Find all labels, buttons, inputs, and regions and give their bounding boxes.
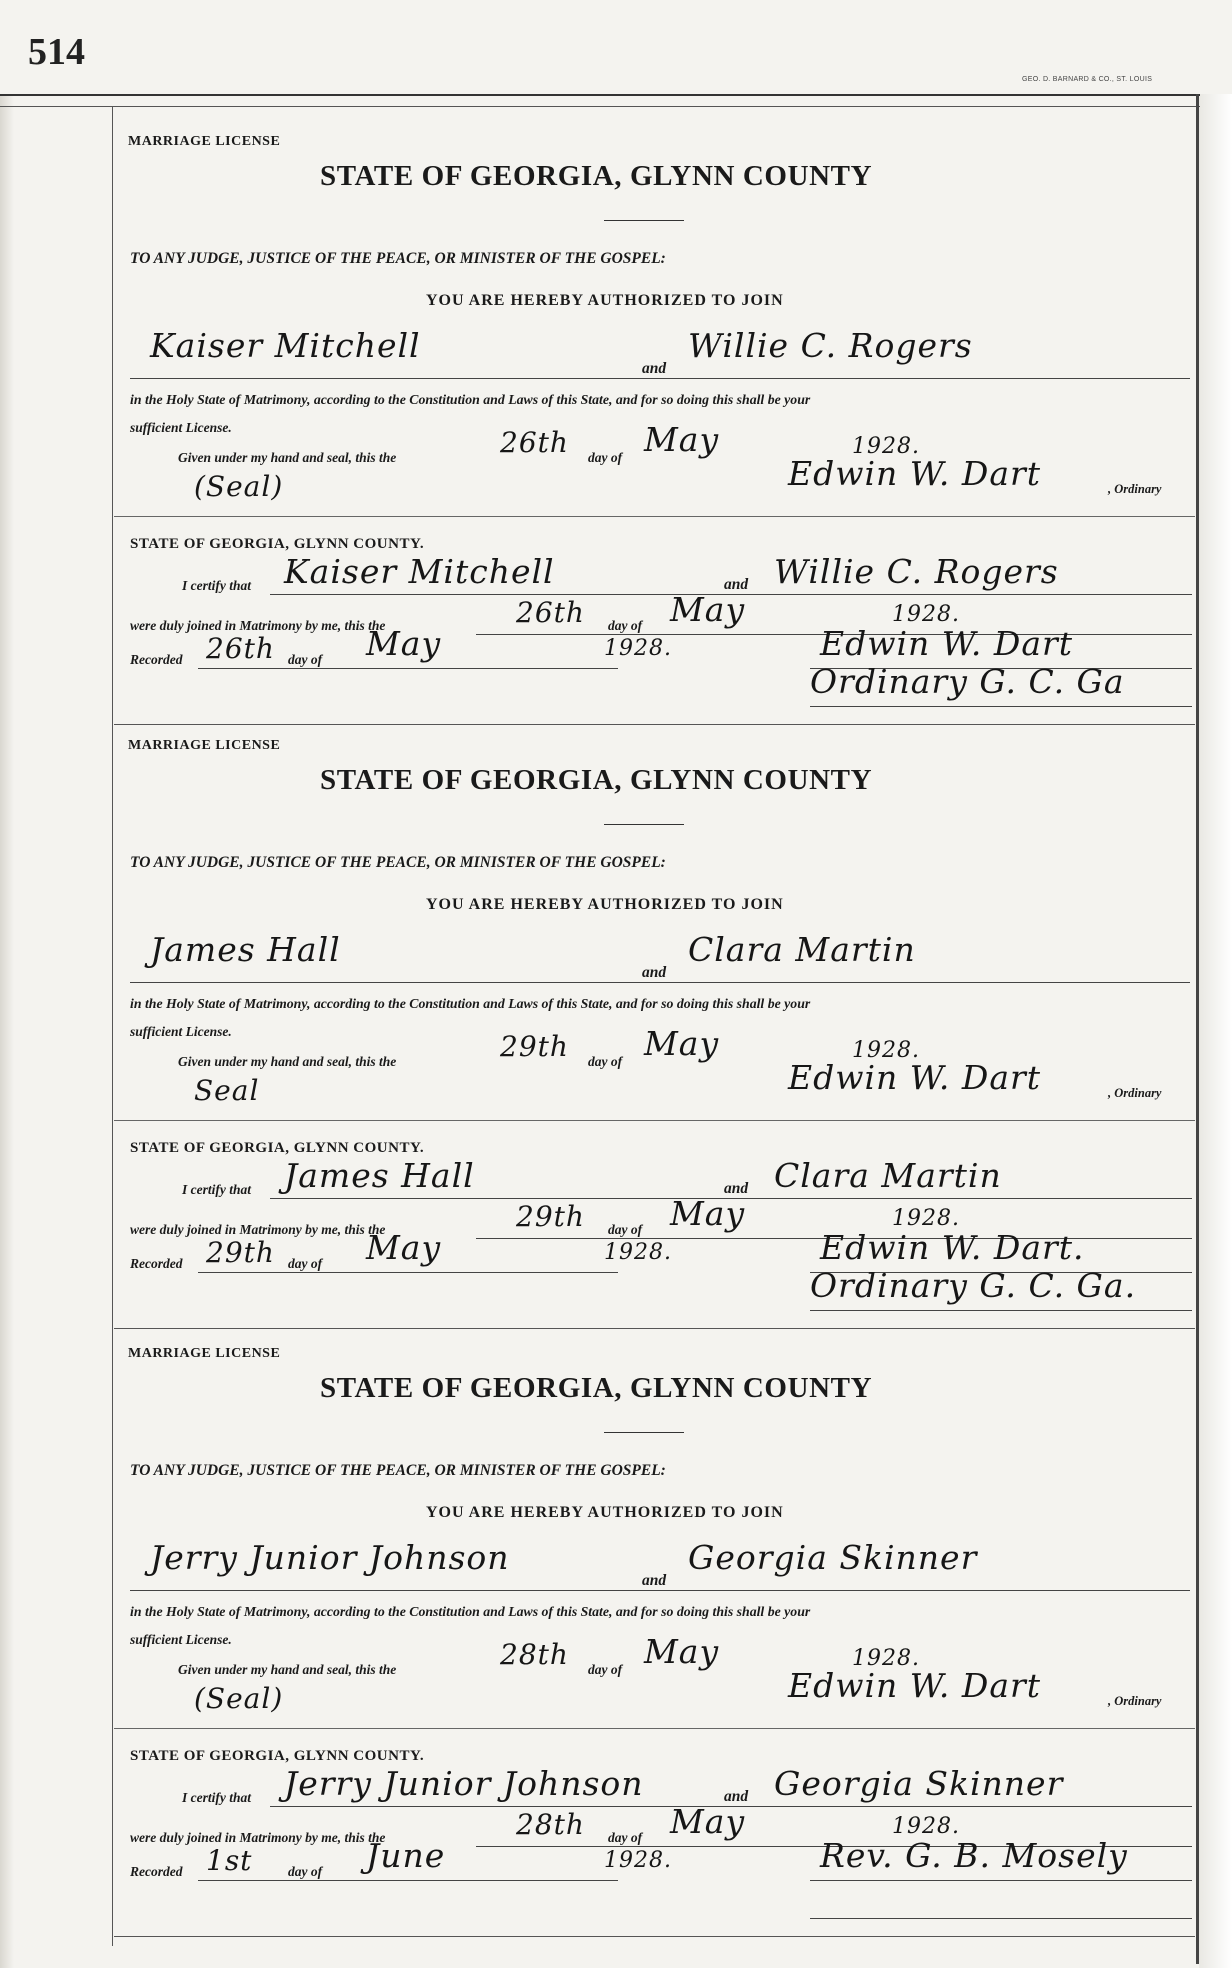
matrimony-text: in the Holy State of Matrimony, according to the Constitution and Laws of this State, and for so doing this shall be your [130, 392, 811, 407]
day-of-label: day of [588, 1054, 623, 1069]
recorded-month: May [366, 1228, 442, 1267]
recorded-line [198, 1272, 618, 1273]
seal-mark: Seal [194, 1074, 260, 1107]
given-month: May [644, 1024, 720, 1063]
entry-separator [114, 724, 1195, 725]
certificate-header: STATE OF GEORGIA, GLYNN COUNTY. [130, 1748, 425, 1764]
joined-year: 1928. [892, 1206, 960, 1231]
given-text: Given under my hand and seal, this the [178, 450, 397, 465]
ordinary-label: , Ordinary [1108, 1086, 1162, 1100]
joined-day-of: day of [608, 618, 643, 633]
recorded-label: Recorded [130, 1256, 183, 1271]
joined-text: were duly joined in Matrimony by me, this the [130, 1222, 386, 1237]
sufficient-license: sufficient License. [130, 420, 232, 435]
seal-mark: (Seal) [194, 1682, 284, 1715]
certificate-header: STATE OF GEORGIA, GLYNN COUNTY. [130, 536, 425, 552]
ordinary-signature: Edwin W. Dart [788, 454, 1042, 493]
officiant-title-line [810, 1310, 1192, 1311]
joined-month: May [670, 1194, 746, 1233]
names-line [130, 982, 1190, 983]
joined-year: 1928. [892, 602, 960, 627]
certificate-groom: Kaiser Mitchell [284, 552, 555, 591]
license-header: MARRIAGE LICENSE [128, 738, 281, 753]
recorded-line [198, 668, 618, 669]
and-label: and [642, 1572, 667, 1589]
ordinary-signature: Edwin W. Dart [788, 1058, 1042, 1097]
entry-separator [114, 1328, 1195, 1329]
certificate-groom: Jerry Junior Johnson [284, 1764, 644, 1803]
bride-name: Georgia Skinner [688, 1538, 978, 1577]
given-month: May [644, 420, 720, 459]
recorded-year: 1928. [604, 1848, 672, 1873]
license-header: MARRIAGE LICENSE [128, 134, 281, 149]
joined-text: were duly joined in Matrimony by me, this the [130, 1830, 386, 1845]
ordinary-signature: Edwin W. Dart [788, 1666, 1042, 1705]
certificate-and: and [724, 1788, 749, 1805]
certify-label: I certify that [182, 1790, 251, 1805]
officiant-signature: Edwin W. Dart. [820, 1228, 1085, 1267]
officiant-title-line [810, 706, 1192, 707]
sufficient-license: sufficient License. [130, 1024, 232, 1039]
bride-name: Willie C. Rogers [688, 326, 973, 365]
joined-day-of: day of [608, 1222, 643, 1237]
officiant-title-line [810, 1918, 1192, 1919]
recorded-month: June [366, 1836, 446, 1875]
certificate-and: and [724, 576, 749, 593]
title-underline [604, 1432, 684, 1433]
certificate-separator [114, 1728, 1195, 1729]
certificate-and: and [724, 1180, 749, 1197]
certificate-groom: James Hall [284, 1156, 475, 1195]
recorded-line [198, 1880, 618, 1881]
license-year: 1928. [852, 1646, 920, 1671]
recorded-month: May [366, 624, 442, 663]
joined-day: 28th [516, 1808, 585, 1841]
day-of-label: day of [588, 450, 623, 465]
given-day: 29th [500, 1030, 569, 1063]
title-underline [604, 220, 684, 221]
recorded-day-of: day of [288, 1256, 323, 1271]
certify-label: I certify that [182, 1182, 251, 1197]
matrimony-text: in the Holy State of Matrimony, according to the Constitution and Laws of this State, and for so doing this shall be your [130, 1604, 811, 1619]
license-title: STATE OF GEORGIA, GLYNN COUNTY [320, 160, 873, 192]
joined-day-of: day of [608, 1830, 643, 1845]
adjacent-page-edge [1199, 94, 1232, 1968]
recorded-day-of: day of [288, 1864, 323, 1879]
officiant-title: Ordinary G. C. Ga [810, 662, 1125, 701]
recorded-label: Recorded [130, 1864, 183, 1879]
groom-name: James Hall [150, 930, 341, 969]
officiant-signature: Rev. G. B. Mosely [820, 1836, 1128, 1875]
sufficient-license: sufficient License. [130, 1632, 232, 1647]
joined-month: May [670, 1802, 746, 1841]
certificate-bride: Georgia Skinner [774, 1764, 1064, 1803]
ordinary-label: , Ordinary [1108, 1694, 1162, 1708]
certificate-separator [114, 516, 1195, 517]
groom-name: Kaiser Mitchell [150, 326, 421, 365]
officiant-signature: Edwin W. Dart [820, 624, 1074, 663]
recorded-day: 26th [206, 632, 275, 665]
license-header: MARRIAGE LICENSE [128, 1346, 281, 1361]
top-rule-inner [0, 106, 1200, 107]
authorized-text: YOU ARE HEREBY AUTHORIZED TO JOIN [426, 292, 784, 309]
recorded-day: 29th [206, 1236, 275, 1269]
license-year: 1928. [852, 434, 920, 459]
left-margin-rule [112, 106, 113, 1946]
given-text: Given under my hand and seal, this the [178, 1054, 397, 1069]
certificate-separator [114, 1120, 1195, 1121]
names-line [130, 378, 1190, 379]
given-month: May [644, 1632, 720, 1671]
given-day: 26th [500, 426, 569, 459]
recorded-year: 1928. [604, 636, 672, 661]
and-label: and [642, 360, 667, 377]
right-margin-rule [1196, 94, 1199, 1964]
license-title: STATE OF GEORGIA, GLYNN COUNTY [320, 1372, 873, 1404]
license-title: STATE OF GEORGIA, GLYNN COUNTY [320, 764, 873, 796]
certificate-header: STATE OF GEORGIA, GLYNN COUNTY. [130, 1140, 425, 1156]
binding-shadow [0, 95, 14, 1968]
license-year: 1928. [852, 1038, 920, 1063]
salutation: TO ANY JUDGE, JUSTICE OF THE PEACE, OR MINISTER OF THE GOSPEL: [130, 1462, 666, 1479]
given-text: Given under my hand and seal, this the [178, 1662, 397, 1677]
authorized-text: YOU ARE HEREBY AUTHORIZED TO JOIN [426, 1504, 784, 1521]
officiant-line [810, 1880, 1192, 1881]
officiant-title: Ordinary G. C. Ga. [810, 1266, 1137, 1305]
joined-year: 1928. [892, 1814, 960, 1839]
day-of-label: day of [588, 1662, 623, 1677]
bride-name: Clara Martin [688, 930, 916, 969]
and-label: and [642, 964, 667, 981]
top-rule [0, 94, 1200, 96]
authorized-text: YOU ARE HEREBY AUTHORIZED TO JOIN [426, 896, 784, 913]
given-day: 28th [500, 1638, 569, 1671]
joined-day: 26th [516, 596, 585, 629]
joined-text: were duly joined in Matrimony by me, this the [130, 618, 386, 633]
ordinary-label: , Ordinary [1108, 482, 1162, 496]
joined-month: May [670, 590, 746, 629]
publisher-imprint: GEO. D. BARNARD & CO., ST. LOUIS [1022, 76, 1153, 83]
title-underline [604, 824, 684, 825]
recorded-year: 1928. [604, 1240, 672, 1265]
page-number: 514 [28, 31, 85, 73]
recorded-label: Recorded [130, 652, 183, 667]
joined-day: 29th [516, 1200, 585, 1233]
certificate-bride: Willie C. Rogers [774, 552, 1059, 591]
recorded-day-of: day of [288, 652, 323, 667]
certify-label: I certify that [182, 578, 251, 593]
seal-mark: (Seal) [194, 470, 284, 503]
groom-name: Jerry Junior Johnson [150, 1538, 510, 1577]
names-line [130, 1590, 1190, 1591]
salutation: TO ANY JUDGE, JUSTICE OF THE PEACE, OR MINISTER OF THE GOSPEL: [130, 854, 666, 871]
entry-separator [114, 1936, 1195, 1937]
recorded-day: 1st [206, 1844, 253, 1877]
matrimony-text: in the Holy State of Matrimony, according to the Constitution and Laws of this State, and for so doing this shall be your [130, 996, 811, 1011]
certificate-bride: Clara Martin [774, 1156, 1002, 1195]
salutation: TO ANY JUDGE, JUSTICE OF THE PEACE, OR MINISTER OF THE GOSPEL: [130, 250, 666, 267]
